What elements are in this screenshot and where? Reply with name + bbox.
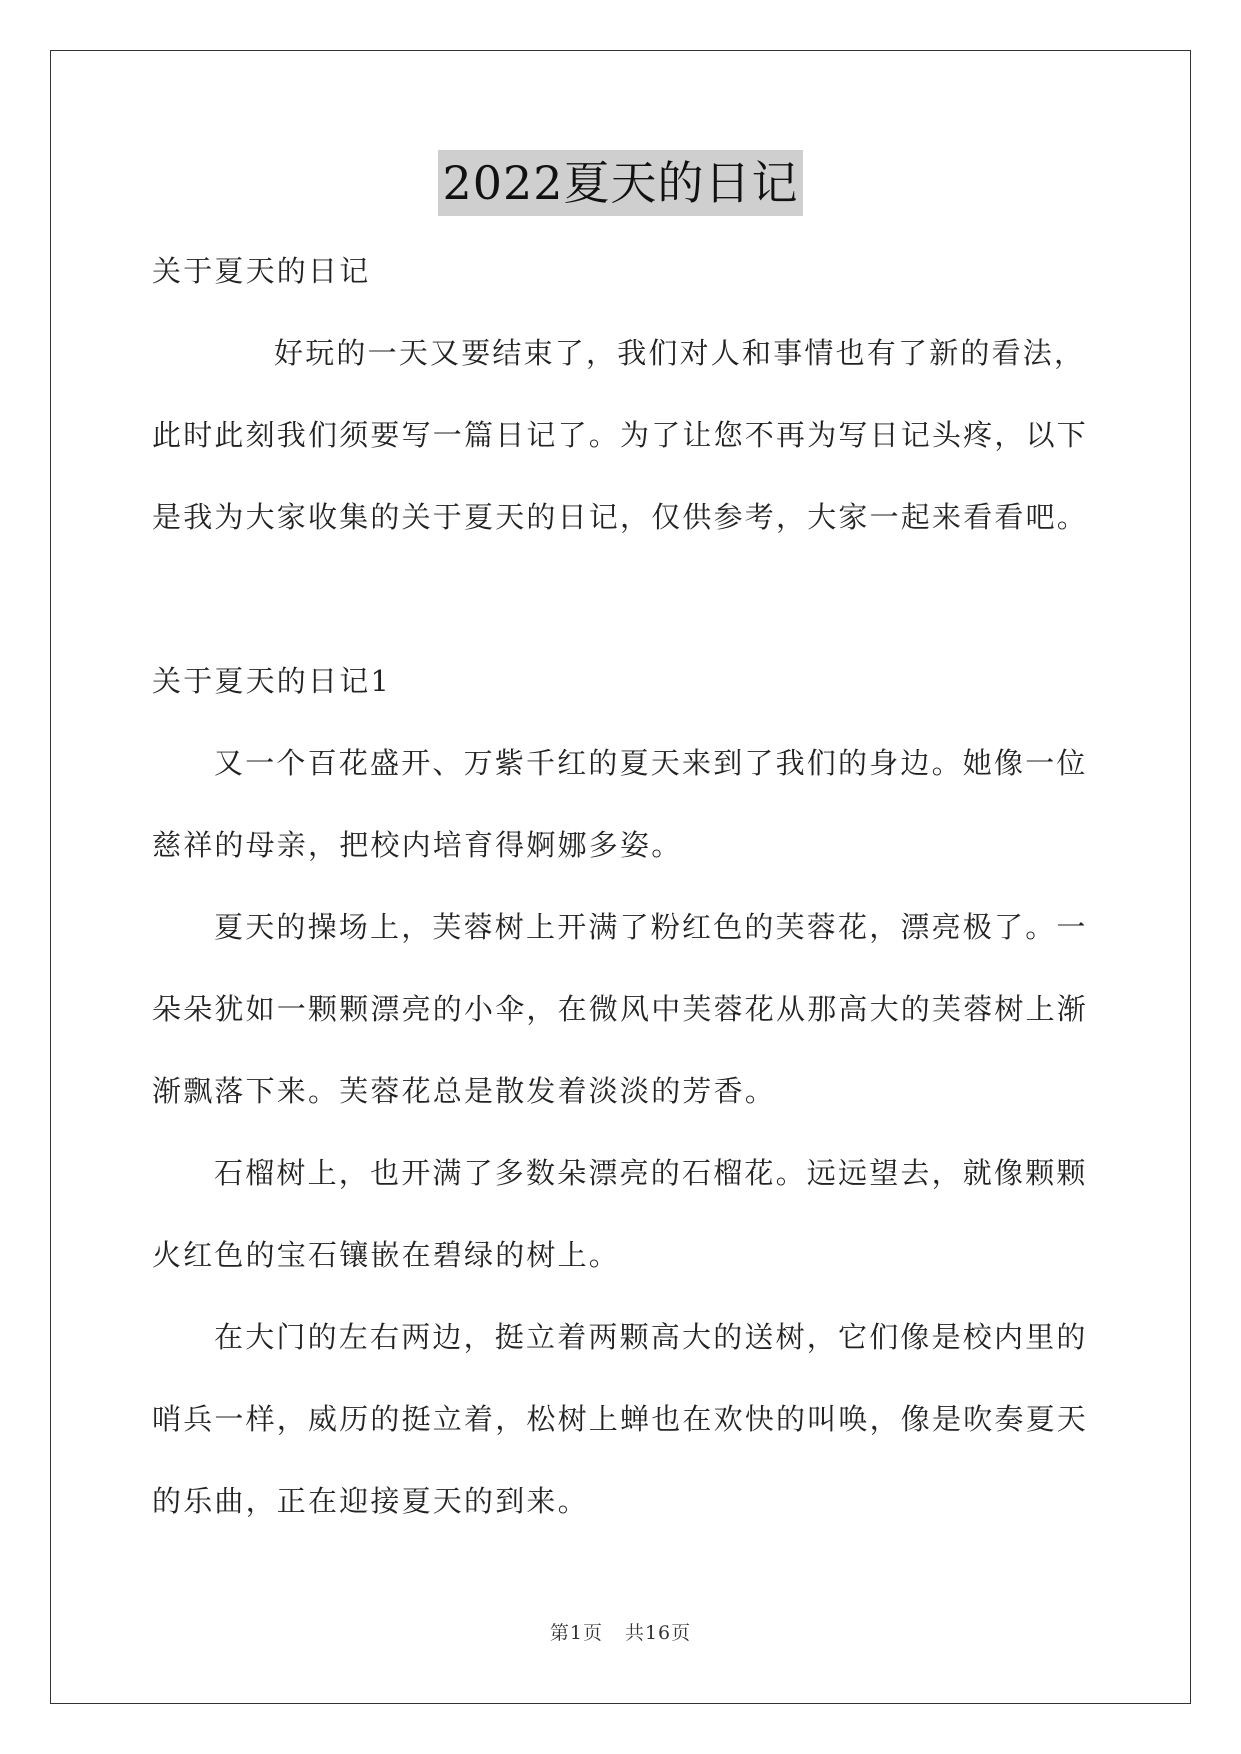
paragraph-line: 的乐曲，正在迎接夏天的到来。 — [152, 1484, 589, 1518]
paragraph-line: 渐飘落下来。芙蓉花总是散发着淡淡的芳香。 — [152, 1074, 777, 1108]
paragraph-line: 好玩的一天又要结束了，我们对人和事情也有了新的看法， — [274, 336, 1086, 370]
section-heading: 关于夏天的日记 — [152, 254, 371, 288]
paragraph-line: 是我为大家收集的关于夏天的日记，仅供参考，大家一起来看看吧。 — [152, 500, 1089, 534]
page-footer — [0, 1618, 1241, 1645]
blank-line — [152, 558, 1092, 640]
paragraph-line: 在大门的左右两边，挺立着两颗高大的送树，它们像是校内里的 — [214, 1320, 1088, 1354]
paragraph-line: 夏天的操场上，芙蓉树上开满了粉红色的芙蓉花，漂亮极了。一 — [214, 910, 1088, 944]
document-body — [152, 230, 1092, 1542]
page-number-total: 共16页 — [624, 1622, 692, 1644]
paragraph-line: 又一个百花盛开、万紫千红的夏天来到了我们的身边。她像一位 — [214, 746, 1088, 780]
page-number-current: 第1页 — [549, 1622, 603, 1644]
section-heading: 关于夏天的日记1 — [152, 664, 392, 698]
paragraph-line: 慈祥的母亲，把校内培育得婀娜多姿。 — [152, 828, 683, 862]
paragraph-line: 朵朵犹如一颗颗漂亮的小伞，在微风中芙蓉花从那高大的芙蓉树上渐 — [152, 992, 1089, 1026]
title-container — [0, 150, 1241, 216]
document-title: 2022夏天的日记 — [438, 150, 802, 216]
paragraph-line: 哨兵一样，威历的挺立着，松树上蝉也在欢快的叫唤，像是吹奏夏天 — [152, 1402, 1089, 1436]
paragraph-line: 火红色的宝石镶嵌在碧绿的树上。 — [152, 1238, 621, 1272]
paragraph-line: 此时此刻我们须要写一篇日记了。为了让您不再为写日记头疼，以下 — [152, 418, 1089, 452]
paragraph-line: 石榴树上，也开满了多数朵漂亮的石榴花。远远望去，就像颗颗 — [214, 1156, 1088, 1190]
